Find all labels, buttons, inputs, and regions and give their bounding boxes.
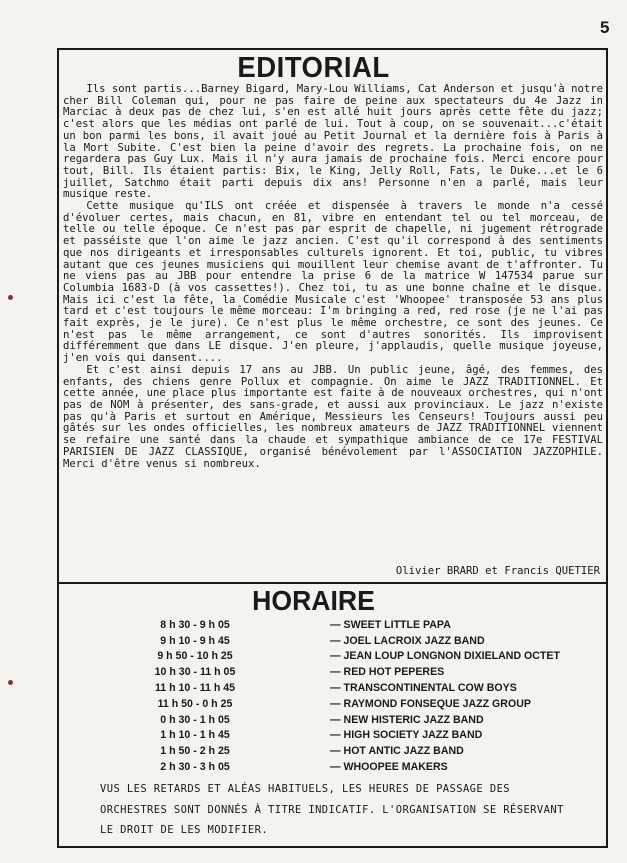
- schedule-band: — RAYMOND FONSEQUE JAZZ GROUP: [330, 697, 531, 710]
- schedule-band: — HOT ANTIC JAZZ BAND: [330, 745, 464, 758]
- schedule-band: — JEAN LOUP LONGNON DIXIELAND OCTET: [330, 650, 560, 663]
- editorial-paragraph-1: Ils sont partis...Barney Bigard, Mary-Lou Williams, Cat Anderson et jusqu'à notre cher Bill Coleman qui, pour ne pas faire de peine aux spectateurs du 4e Jazz in Marciac à deux pas de chez lui, s'en est allé huit jours après cette fête du jazz; c'est alors que les médias ont parlé de lui. Tout à coup, on se souvenait...c'était un bon parmi les bons, il avait joué au Petit Journal et la dernière fois à Paris à la Mort Subite. C'est bien la peine d'avoir des regrets. La prochaine fois, on ne regardera pas Guy Lux. Mais il n'y aura jamais de prochaine fois. Merci encore pour tout, Bill. Ils étaient partis: Bix, le King, Jelly Roll, Fats, le Duke...et le 6 juillet, Satchmo était parti depuis dix ans! Personne n'en a parlé, mais leur musique reste.: [63, 83, 603, 201]
- schedule-row: [140, 743, 610, 759]
- schedule-row: [140, 680, 610, 696]
- schedule-table: [140, 617, 610, 775]
- schedule-band: — SWEET LITTLE PAPA: [330, 618, 451, 631]
- schedule-band: — RED HOT PEPERES: [330, 666, 445, 679]
- schedule-time: 9 h 10 - 9 h 45: [160, 634, 230, 647]
- schedule-band: — HIGH SOCIETY JAZZ BAND: [330, 729, 483, 742]
- horaire-note: VUS LES RETARDS ET ALÉAS HABITUELS, LES HEURES DE PASSAGE DES ORCHESTRES SONT DONNÉS À TITRE INDICATIF. L'ORGANISATION SE RÉSERVANT LE DROIT DE LES MODIFIER.: [100, 783, 564, 836]
- page-number: 5: [600, 18, 610, 37]
- schedule-row: [140, 728, 610, 744]
- schedule-row: [140, 712, 610, 728]
- editorial-paragraph-2: Cette musique qu'ILS ont créée et dispensée à travers le monde n'a cessé d'évoluer certes, mais chacun, en 81, vibre en entendant tel ou tel morceau, de telle ou telle époque. Ce n'est pas par esprit de chapelle, ni jugement rétrograde et passéiste que l'on aime le jazz ancien. C'est qu'il correspond à des sentiments que nos dirigeants et irresponsables culturels ignorent. Et toi, public, tu vibres autant que ces jeunes musiciens qui mouillent leur chemise avant de t'affronter. Tu ne viens pas au JBB pour entendre la prise 6 de la matrice W 147534 parue sur Columbia 1683-D (à vos cassettes!). Chez toi, tu as une bonne chaîne et le disque. Mais ici c'est la fête, la Comédie Musicale c'est 'Whoopee' transposée 53 ans plus tard et c'est toujours le même morceau: I'm bringing a red, red rose (je ne l'ai pas fait exprès, je le jure). Ce n'est plus le même orchestre, ce sont des jeunes. Ce n'est pas le même arrangement, ce sont d'autres sonorités. Ils improvisent différemment que dans LE disque. J'en pleure, j'applaudis, quelle musique joyeuse, j'en vois qui dansent....: [63, 200, 603, 365]
- schedule-row: [140, 633, 610, 649]
- schedule-time: 10 h 30 - 11 h 05: [154, 666, 236, 679]
- editorial-title: EDITORIAL: [237, 52, 390, 84]
- schedule-band: — TRANSCONTINENTAL COW BOYS: [330, 682, 517, 695]
- schedule-time: 1 h 10 - 1 h 45: [160, 729, 230, 742]
- schedule-row: [140, 696, 610, 712]
- schedule-time: 2 h 30 - 3 h 05: [160, 761, 230, 774]
- binder-hole: [8, 295, 13, 300]
- horaire-title: HORAIRE: [252, 585, 375, 616]
- schedule-time: 0 h 30 - 1 h 05: [160, 713, 230, 726]
- schedule-row: [140, 664, 610, 680]
- schedule-band: — WHOOPEE MAKERS: [330, 761, 448, 774]
- editorial-paragraph-3: Et c'est ainsi depuis 17 ans au JBB. Un public jeune, âgé, des femmes, des enfants, des chiens genre Pollux et compagnie. On aime le JAZZ TRADITIONNEL. Et cette année, une place plus importante est faite à de nouveaux orchestres, qui n'ont pas de NOM à présenter, des sans-grade, et aussi aux provinciaux. Le jazz n'existe pas qu'à Paris et surtout en Amérique, Messieurs les Censeurs! Toujours aussi peu gâtés sur les ondes officielles, les nombreux amateurs de JAZZ TRADITIONNEL viennent se refaire une santé dans la chaude et sympathique ambiance de ce 17e FESTIVAL PARISIEN DE JAZZ CLASSIQUE, organisé bénévolement par l'ASSOCIATION JAZZOPHILE. Merci d'être venus si nombreux.: [63, 363, 603, 470]
- editorial-body: [63, 84, 603, 470]
- schedule-row: [140, 617, 610, 633]
- schedule-band: — JOEL LACROIX JAZZ BAND: [330, 634, 485, 647]
- schedule-time: 11 h 10 - 11 h 45: [154, 682, 236, 695]
- schedule-band: — NEW HISTERIC JAZZ BAND: [330, 713, 484, 726]
- schedule-row: [140, 649, 610, 665]
- schedule-time: 8 h 30 - 9 h 05: [160, 618, 230, 631]
- editorial-signature: Olivier BRARD et Francis QUETIER: [395, 565, 600, 577]
- schedule-time: 1 h 50 - 2 h 25: [160, 745, 230, 758]
- schedule-time: 9 h 50 - 10 h 25: [157, 650, 233, 663]
- binder-hole: [8, 680, 13, 685]
- schedule-time: 11 h 50 - 0 h 25: [157, 697, 233, 710]
- schedule-row: [140, 759, 610, 775]
